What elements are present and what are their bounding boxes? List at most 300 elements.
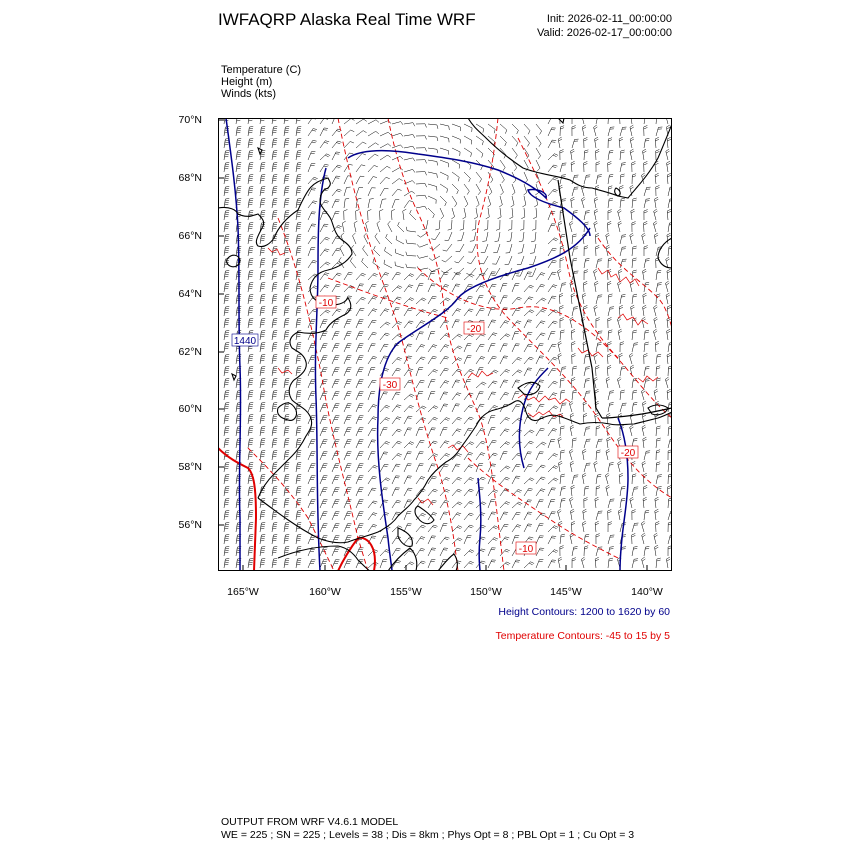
wind-barb-flag	[529, 311, 533, 313]
wind-barb-flag	[249, 164, 253, 165]
wind-barb-flag	[667, 139, 671, 141]
wind-barb	[272, 391, 273, 400]
wind-barb-flag	[385, 323, 389, 325]
wind-barb-flag	[273, 416, 277, 417]
wind-barb	[308, 536, 312, 544]
wind-barb-flag	[654, 209, 657, 211]
wind-barb-flag	[225, 270, 229, 271]
wind-barb	[344, 524, 348, 532]
wind-barb	[596, 175, 598, 184]
wind-barb	[428, 332, 431, 340]
wind-barb-flag	[630, 125, 633, 127]
wind-barb-flag	[225, 512, 229, 513]
wind-barb-flag	[585, 534, 589, 535]
wind-barb-flag	[336, 143, 340, 144]
wind-barb-flag	[597, 452, 601, 453]
wind-barb-flag	[273, 294, 277, 295]
wind-barb-flag	[406, 239, 407, 243]
wind-barb-flag	[373, 177, 377, 178]
wind-barb-flag	[551, 346, 555, 347]
wind-barb-flag	[667, 233, 671, 235]
wind-barb-flag	[609, 200, 613, 201]
wind-barb-flag	[297, 356, 301, 357]
wind-barb	[512, 512, 517, 520]
wind-barb-flag	[338, 129, 342, 130]
wind-barb-flag	[297, 438, 301, 439]
wind-barb	[536, 273, 541, 280]
wind-barb	[284, 439, 285, 448]
wind-barb	[392, 441, 398, 448]
wind-barb-flag	[457, 393, 461, 394]
wind-barb	[428, 356, 433, 364]
wind-barb-flag	[285, 534, 289, 535]
wind-barb-flag	[285, 560, 289, 561]
wind-barb-flag	[260, 240, 264, 241]
wind-barb	[524, 172, 528, 180]
wind-barb-flag	[249, 414, 253, 415]
wind-barb-flag	[249, 380, 253, 381]
wind-barb-flag	[372, 310, 376, 311]
wind-barb	[428, 428, 432, 436]
wind-barb-flag	[273, 154, 277, 155]
wind-barb-flag	[584, 548, 588, 549]
wind-barb	[284, 355, 285, 364]
wind-barb	[416, 368, 419, 376]
wind-barb-flag	[297, 452, 301, 453]
wind-barb	[308, 392, 312, 400]
wind-barb-flag	[225, 272, 229, 273]
wind-barb	[404, 476, 408, 484]
wind-barb-flag	[583, 413, 587, 415]
wind-barb-flag	[444, 274, 448, 275]
wind-barb-flag	[571, 427, 574, 429]
wind-barb-flag	[273, 358, 277, 359]
wind-barb-flag	[421, 548, 425, 549]
wind-barb	[488, 296, 492, 304]
wind-barb-flag	[261, 260, 265, 261]
wind-barb-flag	[249, 142, 253, 143]
wind-barb	[272, 511, 273, 520]
wind-barb	[236, 391, 237, 400]
wind-barb-flag	[261, 262, 265, 263]
wind-barb-flag	[249, 330, 253, 331]
wind-barb	[272, 295, 273, 304]
wind-barb-flag	[552, 262, 556, 263]
wind-barb-flag	[249, 166, 253, 167]
wind-barb-flag	[554, 189, 558, 190]
wind-barb-flag	[285, 154, 289, 155]
wind-barb-flag	[503, 167, 505, 170]
wind-barb	[296, 127, 297, 136]
wind-barb-flag	[633, 270, 637, 271]
wind-barb-flag	[553, 479, 557, 481]
wind-barb-flag	[342, 221, 345, 223]
wind-barb	[248, 283, 249, 292]
wind-barb-flag	[529, 383, 533, 385]
lat-label-68: 68°N	[178, 172, 202, 184]
wind-barb-flag	[437, 125, 438, 129]
wind-barb-flag	[327, 154, 331, 156]
wind-barb-flag	[285, 248, 289, 249]
wind-barb	[284, 427, 285, 436]
wind-barb-flag	[570, 413, 573, 415]
wind-barb	[512, 464, 517, 472]
wind-barb	[272, 151, 273, 160]
wind-barb-flag	[397, 359, 401, 360]
wind-barb	[428, 196, 436, 200]
wind-barb-flag	[634, 559, 638, 560]
wind-barb	[296, 439, 297, 448]
wind-barb-flag	[457, 491, 461, 492]
wind-barb-flag	[607, 413, 610, 415]
wind-barb-flag	[249, 322, 253, 323]
wind-barb-flag	[224, 540, 228, 541]
wind-barb	[396, 253, 404, 256]
wind-barb-flag	[297, 178, 301, 179]
wind-barb-flag	[297, 442, 301, 443]
wind-barb	[548, 177, 554, 184]
wind-barb-flag	[260, 312, 264, 313]
wind-barb	[571, 331, 572, 340]
wind-barb-flag	[261, 318, 265, 319]
wind-barb-flag	[470, 550, 474, 552]
wind-barb	[363, 249, 368, 256]
wind-barb-flag	[237, 210, 241, 211]
wind-barb-flag	[249, 138, 253, 139]
wind-barb-flag	[596, 426, 600, 427]
wind-barb-flag	[273, 284, 277, 285]
wind-barb	[356, 368, 360, 376]
wind-barb-flag	[434, 489, 438, 490]
wind-barb-flag	[297, 318, 301, 319]
wind-barb	[644, 331, 645, 340]
wind-barb-flag	[284, 156, 288, 157]
wind-barb-flag	[225, 438, 229, 439]
wind-barb-flag	[323, 226, 327, 227]
wind-barb	[224, 187, 225, 196]
wind-barb-flag	[555, 310, 559, 312]
wind-barb	[536, 321, 541, 328]
wind-barb-flag	[237, 140, 241, 141]
wind-barb	[320, 416, 324, 424]
wind-barb	[236, 355, 237, 364]
wind-barb	[344, 272, 349, 280]
wind-barb-flag	[554, 177, 558, 178]
wind-barb	[272, 523, 273, 532]
wind-barb-flag	[420, 550, 424, 551]
wind-barb-flag	[373, 525, 377, 526]
wind-barb	[260, 319, 261, 328]
wind-barb-flag	[260, 300, 264, 301]
wind-barb-flag	[667, 307, 671, 309]
wind-barb	[512, 332, 515, 340]
wind-barb-flag	[595, 499, 599, 501]
wind-barb-flag	[494, 405, 498, 407]
wind-barb-flag	[631, 209, 635, 211]
wind-barb	[512, 196, 514, 205]
wind-barb-flag	[619, 139, 623, 141]
wind-barb-flag	[297, 294, 301, 295]
wind-barb	[284, 247, 285, 256]
wind-barb-flag	[285, 212, 289, 213]
wind-barb	[224, 127, 225, 136]
wind-barb-flag	[422, 229, 426, 230]
wind-barb	[452, 208, 455, 217]
wind-barb	[428, 454, 434, 460]
wind-barb-flag	[630, 365, 633, 367]
wind-barb-flag	[618, 461, 621, 463]
wind-barb-flag	[518, 489, 522, 491]
wind-barb-flag	[249, 198, 253, 199]
wind-barb-flag	[297, 128, 301, 129]
wind-barb-flag	[248, 144, 252, 145]
wind-barb-flag	[285, 538, 289, 539]
wind-barb-flag	[584, 152, 588, 153]
wind-barb-flag	[297, 222, 301, 223]
wind-barb-flag	[397, 560, 401, 561]
wind-barb-flag	[273, 332, 277, 333]
wind-barb-flag	[420, 563, 424, 564]
wind-barb-flag	[457, 429, 461, 430]
wind-barb-flag	[558, 137, 561, 139]
wind-barb	[419, 268, 428, 270]
wind-barb-flag	[249, 210, 253, 211]
wind-barb-flag	[609, 174, 613, 175]
wind-barb-flag	[297, 162, 301, 163]
wind-barb-flag	[370, 199, 374, 200]
wind-barb-flag	[273, 274, 277, 275]
wind-barb-flag	[437, 149, 438, 153]
wind-barb-flag	[249, 442, 253, 443]
wind-barb-flag	[272, 312, 276, 313]
wind-barb-flag	[421, 527, 425, 528]
wind-barb-flag	[248, 288, 252, 289]
wind-barb-flag	[582, 199, 585, 201]
wind-barb-flag	[562, 487, 566, 488]
wind-barb-flag	[401, 122, 403, 125]
wind-barb-flag	[458, 453, 462, 455]
wind-barb-flag	[273, 418, 277, 419]
wind-barb	[356, 356, 360, 364]
wind-barb	[236, 247, 237, 256]
wind-barb	[608, 127, 610, 136]
wind-barb-flag	[261, 236, 265, 237]
wind-barb-flag	[249, 308, 253, 309]
wind-barb	[332, 392, 336, 400]
wind-barb-flag	[667, 211, 671, 213]
wind-barb-flag	[457, 419, 461, 420]
wind-barb-flag	[261, 152, 265, 153]
wind-barb-flag	[668, 485, 672, 487]
wind-barb-flag	[314, 177, 318, 178]
wind-barb-flag	[284, 516, 288, 517]
wind-barb-flag	[444, 286, 448, 287]
wind-barb	[440, 334, 446, 340]
wind-barb	[458, 256, 464, 263]
wind-barb-flag	[505, 479, 509, 480]
wind-barb	[560, 427, 561, 436]
wind-barb-flag	[656, 521, 660, 523]
wind-barb	[248, 475, 249, 484]
wind-barb-flag	[273, 130, 277, 131]
wind-barb-flag	[225, 210, 229, 211]
wind-barb-flag	[505, 467, 509, 469]
wind-barb	[620, 247, 622, 256]
wind-barb	[632, 259, 633, 268]
wind-barb-flag	[520, 229, 524, 230]
wind-barb	[500, 466, 507, 472]
wind-barb-flag	[297, 186, 301, 187]
wind-barb-flag	[325, 273, 329, 274]
wind-barb	[584, 391, 586, 400]
wind-barb-flag	[552, 323, 556, 324]
wind-barb-flag	[337, 263, 341, 265]
wind-barb-flag	[285, 526, 289, 527]
wind-barb-flag	[560, 548, 564, 549]
wind-barb-flag	[583, 281, 587, 283]
wind-barb-flag	[285, 454, 289, 455]
wind-barb-flag	[385, 273, 389, 274]
wind-barb-flag	[261, 200, 265, 201]
wind-barb-flag	[433, 500, 437, 501]
wind-barb-flag	[561, 177, 565, 178]
wind-barb-flag	[654, 391, 657, 393]
wind-barb	[416, 284, 419, 292]
wind-barb-flag	[655, 175, 659, 177]
wind-barb-flag	[385, 309, 389, 310]
wind-barb	[440, 356, 445, 364]
wind-barb-flag	[643, 497, 647, 499]
wind-barb	[320, 440, 324, 448]
wind-barb-flag	[385, 464, 389, 465]
wind-barb-flag	[530, 357, 534, 358]
wind-barb-flag	[284, 360, 288, 361]
wind-barb-flag	[284, 288, 288, 289]
wind-barb-flag	[249, 126, 253, 127]
wind-barb-flag	[313, 179, 317, 180]
wind-barb-flag	[643, 295, 647, 297]
wind-barb-flag	[383, 346, 387, 347]
wind-barb-flag	[261, 428, 265, 429]
wind-barb-flag	[273, 526, 277, 527]
wind-barb	[476, 184, 481, 192]
wind-barb-flag	[471, 274, 475, 276]
wind-barb-flag	[297, 454, 301, 455]
wind-barb-flag	[225, 380, 229, 381]
wind-barb	[404, 488, 408, 496]
wind-barb-flag	[552, 418, 556, 419]
wind-barb-flag	[297, 382, 301, 383]
wind-barb-flag	[397, 548, 401, 549]
wind-barb-flag	[504, 322, 508, 323]
wind-barb-flag	[297, 534, 301, 535]
field-height: Height (m)	[221, 76, 273, 88]
wind-barb	[656, 439, 657, 448]
wind-barb-flag	[249, 546, 253, 547]
wind-barb-flag	[261, 188, 265, 189]
wind-barb-flag	[297, 296, 301, 297]
wind-barb	[536, 298, 543, 304]
wind-barb-flag	[645, 344, 649, 345]
wind-barb-flag	[571, 163, 575, 165]
wind-barb-flag	[493, 371, 497, 373]
wind-barb	[380, 392, 384, 400]
wind-barb-flag	[409, 563, 413, 565]
wind-barb-flag	[610, 547, 614, 548]
wind-barb	[224, 499, 225, 508]
wind-barb	[308, 464, 312, 472]
wind-barb	[464, 428, 468, 436]
wind-barb	[296, 307, 297, 316]
wind-barb-flag	[273, 426, 277, 427]
wind-barb-flag	[297, 378, 301, 379]
wind-barb-flag	[571, 485, 575, 487]
wind-barb-flag	[540, 478, 544, 479]
wind-barb	[380, 417, 386, 424]
wind-barb-flag	[273, 534, 277, 535]
wind-barb	[248, 559, 249, 568]
wind-barb-flag	[249, 238, 253, 239]
wind-barb-flag	[296, 228, 300, 229]
wind-barb-flag	[517, 525, 521, 526]
wind-barb	[308, 236, 313, 244]
wind-barb-flag	[644, 221, 648, 223]
wind-barb-flag	[445, 356, 449, 357]
wind-barb-flag	[260, 468, 264, 469]
wind-barb-flag	[296, 564, 300, 565]
wind-barb	[308, 512, 312, 520]
wind-barb-flag	[225, 298, 229, 299]
wind-barb-flag	[224, 444, 228, 445]
wind-barb-flag	[666, 151, 669, 153]
wind-barb-flag	[559, 523, 562, 525]
wind-barb	[474, 232, 476, 241]
wind-barb	[356, 297, 362, 304]
wind-barb-flag	[633, 548, 637, 549]
wind-barb	[572, 391, 573, 400]
wind-barb-flag	[284, 408, 288, 409]
wind-barb-flag	[248, 444, 252, 445]
wind-barb-flag	[272, 432, 276, 433]
wind-barb-flag	[595, 233, 599, 235]
wind-barb-flag	[596, 365, 600, 367]
wind-barb	[344, 118, 351, 124]
wind-barb	[380, 405, 386, 412]
wind-barb	[451, 220, 452, 229]
wind-barb-flag	[632, 461, 636, 463]
wind-barb	[344, 176, 348, 184]
wind-barb-flag	[433, 345, 437, 346]
wind-barb	[320, 428, 324, 436]
wind-barb-flag	[539, 143, 541, 146]
wind-barb	[356, 142, 363, 148]
wind-barb-flag	[524, 193, 527, 195]
wind-barb-flag	[362, 273, 366, 274]
wind-barb-flag	[273, 450, 277, 451]
wind-barb	[500, 321, 505, 328]
wind-barb	[452, 380, 456, 388]
wind-barb	[608, 175, 609, 184]
wind-barb	[368, 513, 373, 520]
wind-barb	[356, 500, 360, 508]
wind-barb-flag	[643, 307, 646, 309]
wind-barb-flag	[260, 264, 264, 265]
wind-barb-flag	[261, 536, 265, 537]
wind-barb-flag	[224, 300, 228, 301]
wind-barb-flag	[553, 393, 557, 394]
wind-barb	[572, 547, 574, 556]
wind-barb	[248, 151, 249, 160]
